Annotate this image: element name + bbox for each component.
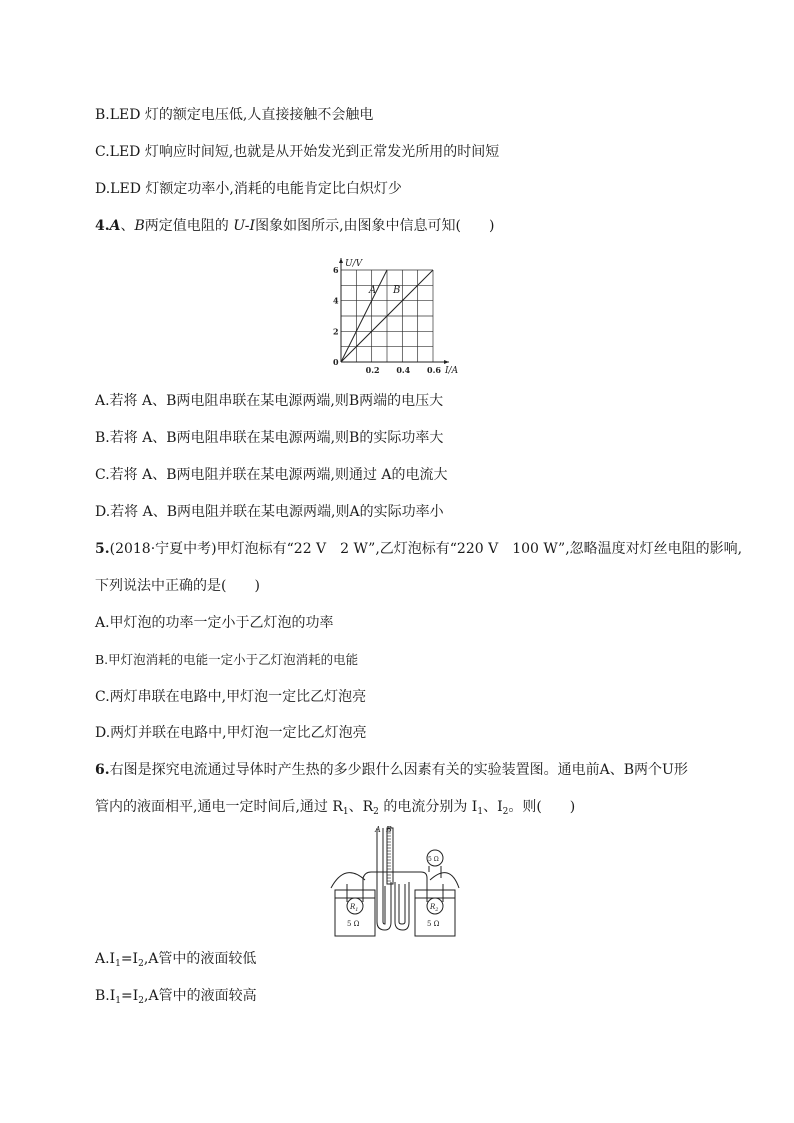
q6-opt-b-pre: B.I — [95, 988, 116, 1004]
q5-option-a: A.甲灯泡的功率一定小于乙灯泡的功率 — [95, 615, 334, 631]
scale-ruler — [387, 828, 393, 884]
wire-right — [430, 873, 459, 888]
q6-opt-b-sub1: 1 — [115, 996, 122, 1006]
q5-stem-line2: 下列说法中正确的是( ) — [95, 578, 260, 594]
q5-option-b: B.甲灯泡消耗的电能一定小于乙灯泡消耗的电能 — [95, 652, 359, 667]
y-tick-label: 4 — [333, 295, 339, 306]
y-axis-arrow — [339, 258, 343, 263]
q4-option-a: A.若将 A、B两电阻串联在某电源两端,则B两端的电压大 — [95, 393, 444, 409]
q3-option-c: C.LED 灯响应时间短,也就是从开始发光到正常发光所用的时间短 — [95, 144, 500, 160]
ui-chart — [325, 252, 465, 376]
q5-option-d: D.两灯并联在电路中,甲灯泡一定比乙灯泡亮 — [95, 725, 367, 741]
q6-stem-text: 右图是探究电流通过导体时产生热的多少跟什么因素有关的实验装置图。通电前A、B两个U形 — [109, 762, 688, 778]
outer-resistor-value: 5 Ω — [428, 856, 439, 863]
ruler-ticks — [387, 830, 391, 881]
q4-number: 4. — [95, 218, 110, 234]
q6-opt-a-sub2: 2 — [138, 959, 144, 969]
joule-heating-apparatus — [325, 822, 465, 940]
r2-value: 5 Ω — [427, 920, 440, 928]
right-beaker — [415, 890, 455, 936]
q6-option-a — [95, 950, 256, 973]
q6-opt-a-mid: =I — [120, 951, 139, 967]
u-tube-b — [395, 882, 409, 930]
u-tube-a-inner — [383, 828, 385, 924]
q6-text-b: 、R — [348, 799, 374, 815]
x-axis-arrow — [444, 360, 449, 364]
q6-opt-b-post: ,A管中的液面较高 — [144, 988, 257, 1004]
q5-number: 5. — [95, 541, 110, 557]
q6-text-d: 、I — [483, 799, 503, 815]
q3-option-d: D.LED 灯额定功率小,消耗的电能肯定比白炽灯少 — [95, 181, 402, 197]
q6-text-c: 的电流分别为 I — [378, 799, 478, 815]
y-tick-label: 0 — [333, 357, 339, 367]
u-tube-b-inner — [399, 884, 405, 924]
q5-stem-line1 — [95, 540, 742, 558]
q6-stem-line2 — [95, 798, 575, 821]
q5-stem-text: (2018·宁夏中考)甲灯泡标有“22 V 2 W”,乙灯泡标有“220 V 100 W”,忽略温度对灯丝电阻的影响, — [109, 541, 743, 557]
y-axis-label: U/V — [345, 259, 363, 269]
q4-option-c: C.若将 A、B两电阻并联在某电源两端,则通过 A的电流大 — [95, 467, 448, 483]
q6-text-e: 。则( ) — [508, 799, 576, 815]
q6-sub1: 1 — [342, 807, 349, 817]
u-tube-a — [377, 828, 391, 930]
q4-stem-mid: 两定值电阻的 — [144, 218, 229, 234]
x-tick-label: 0.2 — [365, 365, 380, 375]
q6-opt-b-sub2: 2 — [138, 996, 145, 1006]
q6-stem-line1 — [95, 761, 688, 779]
q3-option-b: B.LED 灯的额定电压低,人直接接触不会触电 — [95, 107, 374, 123]
q6-sub4: 2 — [502, 807, 509, 817]
q4-option-b: B.若将 A、B两电阻串联在某电源两端,则B的实际功率大 — [95, 430, 444, 446]
q4-stem-ui: U-I — [233, 218, 256, 234]
wire-left — [331, 873, 365, 888]
q6-number: 6. — [95, 762, 110, 778]
q6-opt-a-sub1: 1 — [115, 959, 121, 969]
fig-label-b: B — [386, 825, 392, 834]
fig-label-a: A — [375, 825, 381, 834]
q6-sub2: 2 — [373, 807, 379, 817]
r1-label: $R_1$ — [350, 903, 359, 913]
r2-label: $R_2$ — [430, 903, 439, 913]
x-axis-label: I/A — [445, 366, 459, 376]
y-tick-label: 6 — [333, 265, 339, 275]
q5-option-c: C.两灯串联在电路中,甲灯泡一定比乙灯泡亮 — [95, 689, 367, 705]
left-beaker — [335, 890, 375, 936]
series-label-B: B — [393, 285, 401, 296]
q4-stem — [95, 217, 494, 235]
q4-stem-end: 图象如图所示,由图象中信息可知( ) — [255, 218, 495, 234]
q4-stem-sep: 、 — [120, 218, 135, 234]
q6-opt-b-mid: =I — [121, 988, 139, 1004]
q6-opt-a-pre: A.I — [95, 951, 116, 967]
q4-stem-b: B — [134, 218, 145, 234]
x-tick-label: 0.4 — [396, 365, 411, 375]
q4-stem-a: A — [109, 218, 121, 234]
q6-option-b — [95, 987, 257, 1010]
r1-value: 5 Ω — [347, 920, 360, 928]
q6-sub3: 1 — [477, 807, 484, 817]
q4-option-d: D.若将 A、B两电阻并联在某电源两端,则A的实际功率小 — [95, 504, 444, 520]
q6-opt-a-post: ,A管中的液面较低 — [143, 951, 257, 967]
chart-labels — [333, 259, 459, 376]
series-label-A: A — [369, 285, 377, 296]
q6-text-a: 管内的液面相平,通电一定时间后,通过 R — [95, 799, 343, 815]
y-tick-label: 2 — [333, 326, 339, 337]
x-tick-label: 0.6 — [427, 365, 441, 375]
